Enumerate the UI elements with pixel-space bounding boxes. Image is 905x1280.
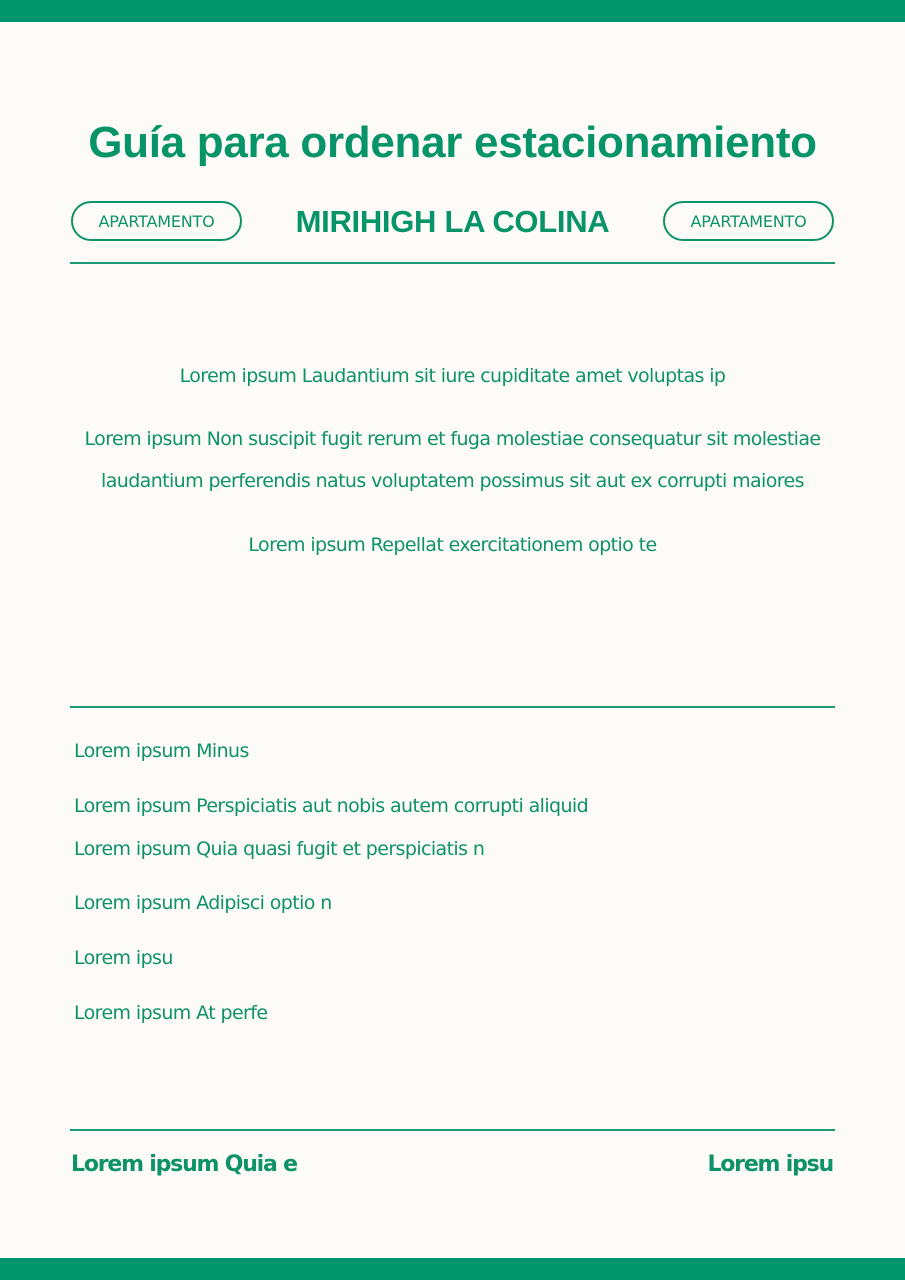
bottom-accent-bar <box>0 1258 905 1280</box>
apartment-tag-left: APARTAMENTO <box>71 201 242 241</box>
footer-left-text: Lorem ipsum Quia e <box>71 1152 297 1177</box>
list-item: Lorem ipsum Adipisci optio n <box>74 892 332 914</box>
header-divider <box>70 262 835 264</box>
intro-paragraph: Lorem ipsum Repellat exercitationem optio te <box>248 534 657 556</box>
intro-paragraph: Lorem ipsum Non suscipit fugit rerum et fuga molestiae consequatur sit molestiae laudantium perferendis natus voluptatem possimus sit aut ex corrupti maiores <box>84 428 821 492</box>
section-divider <box>70 706 835 708</box>
page-title: Guía para ordenar estacionamiento <box>88 118 817 167</box>
footer-right-text: Lorem ipsu <box>707 1152 833 1177</box>
list-item: Lorem ipsum Perspiciatis aut nobis autem corrupti aliquid <box>74 795 589 817</box>
building-name: MIRIHIGH LA COLINA <box>295 204 610 239</box>
apartment-tag-right: APARTAMENTO <box>663 201 834 241</box>
top-accent-bar <box>0 0 905 22</box>
intro-paragraph: Lorem ipsum Laudantium sit iure cupiditate amet voluptas ip <box>179 365 726 387</box>
list-item: Lorem ipsu <box>74 947 173 969</box>
footer-divider <box>70 1129 835 1131</box>
list-item: Lorem ipsum At perfe <box>74 1002 268 1024</box>
list-item: Lorem ipsum Quia quasi fugit et perspiciatis n <box>74 838 485 860</box>
list-item: Lorem ipsum Minus <box>74 740 249 762</box>
intro-section <box>70 355 835 566</box>
